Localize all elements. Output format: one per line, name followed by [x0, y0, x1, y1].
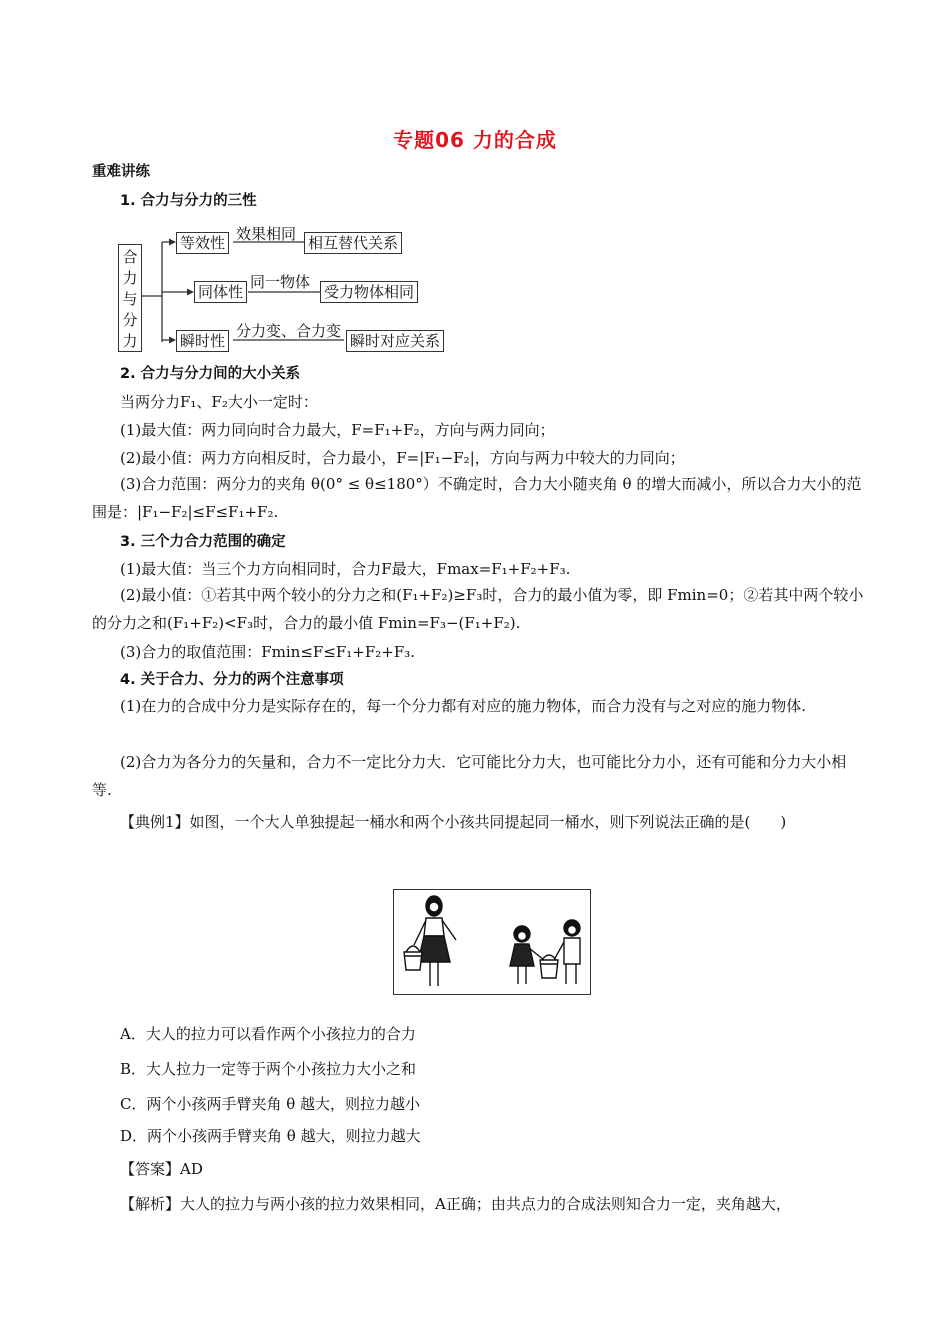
page-title: 专题06 力的合成	[393, 128, 557, 152]
box-mutual-substitution: 相互替代关系	[304, 232, 402, 254]
bucket-illustration	[394, 890, 590, 994]
box-equivalence: 等效性	[176, 232, 229, 254]
vertical-label-box	[118, 244, 142, 352]
three-properties-diagram	[118, 218, 458, 354]
p3-min: (2)最小值：①若其中两个较小的分力之和(F₁+F₂)≥F₃时，合力的最小值为零，即 Fmin=0；②若其中两个较小的分力之和(F₁+F₂)<F₃时，合力的最小值 Fmin=F₃−(F₁+F₂).	[92, 586, 864, 632]
option-c: C．两个小孩两手臂夹角 θ 越大，则拉力越小	[120, 1095, 421, 1113]
box-instantaneity: 瞬时性	[176, 330, 229, 352]
label-same-object: 同一物体	[250, 273, 311, 291]
option-d: D．两个小孩两手臂夹角 θ 越大，则拉力越大	[120, 1127, 421, 1145]
p4-note2: (2)合力为各分力的矢量和，合力不一定比分力大．它可能比分力大，也可能比分力小，还有可能和分力大小相等.	[92, 753, 847, 799]
answer: 【答案】AD	[120, 1160, 203, 1178]
p3-range: (3)合力的取值范围：Fmin≤F≤F₁+F₂+F₃.	[120, 643, 416, 661]
vertical-label: 合力与分力	[122, 248, 138, 350]
heading-3: 3. 三个力合力范围的确定	[120, 534, 286, 550]
heading-1: 1. 合力与分力的三性	[120, 193, 257, 209]
p2-min: (2)最小值：两力方向相反时，合力最小，F=|F₁−F₂|，方向与两力中较大的力同向；	[120, 449, 685, 467]
option-b: B．大人拉力一定等于两个小孩拉力大小之和	[120, 1060, 417, 1078]
heading-4: 4. 关于合力、分力的两个注意事项	[120, 672, 344, 688]
p4-note1: (1)在力的合成中分力是实际存在的，每一个分力都有对应的施力物体，而合力没有与之对应的施力物体.	[120, 697, 807, 715]
p2-intro: 当两分力F₁、F₂大小一定时：	[120, 393, 318, 411]
p2-max: (1)最大值：两力同向时合力最大，F=F₁+F₂，方向与两力同向；	[120, 421, 555, 439]
box-same-body: 同体性	[194, 281, 247, 303]
box-same-receiver: 受力物体相同	[320, 281, 418, 303]
heading-2: 2. 合力与分力间的大小关系	[120, 366, 301, 382]
analysis: 【解析】大人的拉力与两小孩的拉力效果相同，A正确；由共点力的合成法则知合力一定，夹角越大，	[120, 1195, 791, 1213]
option-a: A．大人的拉力可以看作两个小孩拉力的合力	[120, 1025, 416, 1043]
label-force-change: 分力变、合力变	[236, 322, 342, 340]
box-instant-correspondence: 瞬时对应关系	[346, 330, 444, 352]
p2-range: (3)合力范围：两分力的夹角 θ(0° ≤ θ≤180°）不确定时，合力大小随夹角 θ 的增大而减小，所以合力大小的范围是：|F₁−F₂|≤F≤F₁+F₂.	[92, 475, 862, 521]
label-same-effect: 效果相同	[236, 225, 297, 243]
adult-children-bucket-figure	[393, 889, 591, 995]
example-1-question: 【典例1】如图，一个大人单独提起一桶水和两个小孩共同提起同一桶水，则下列说法正确的是( )	[120, 813, 787, 831]
p3-max: (1)最大值：当三个力方向相同时，合力F最大，Fmax=F₁+F₂+F₃.	[120, 560, 571, 578]
section-heading: 重难讲练	[92, 164, 150, 180]
